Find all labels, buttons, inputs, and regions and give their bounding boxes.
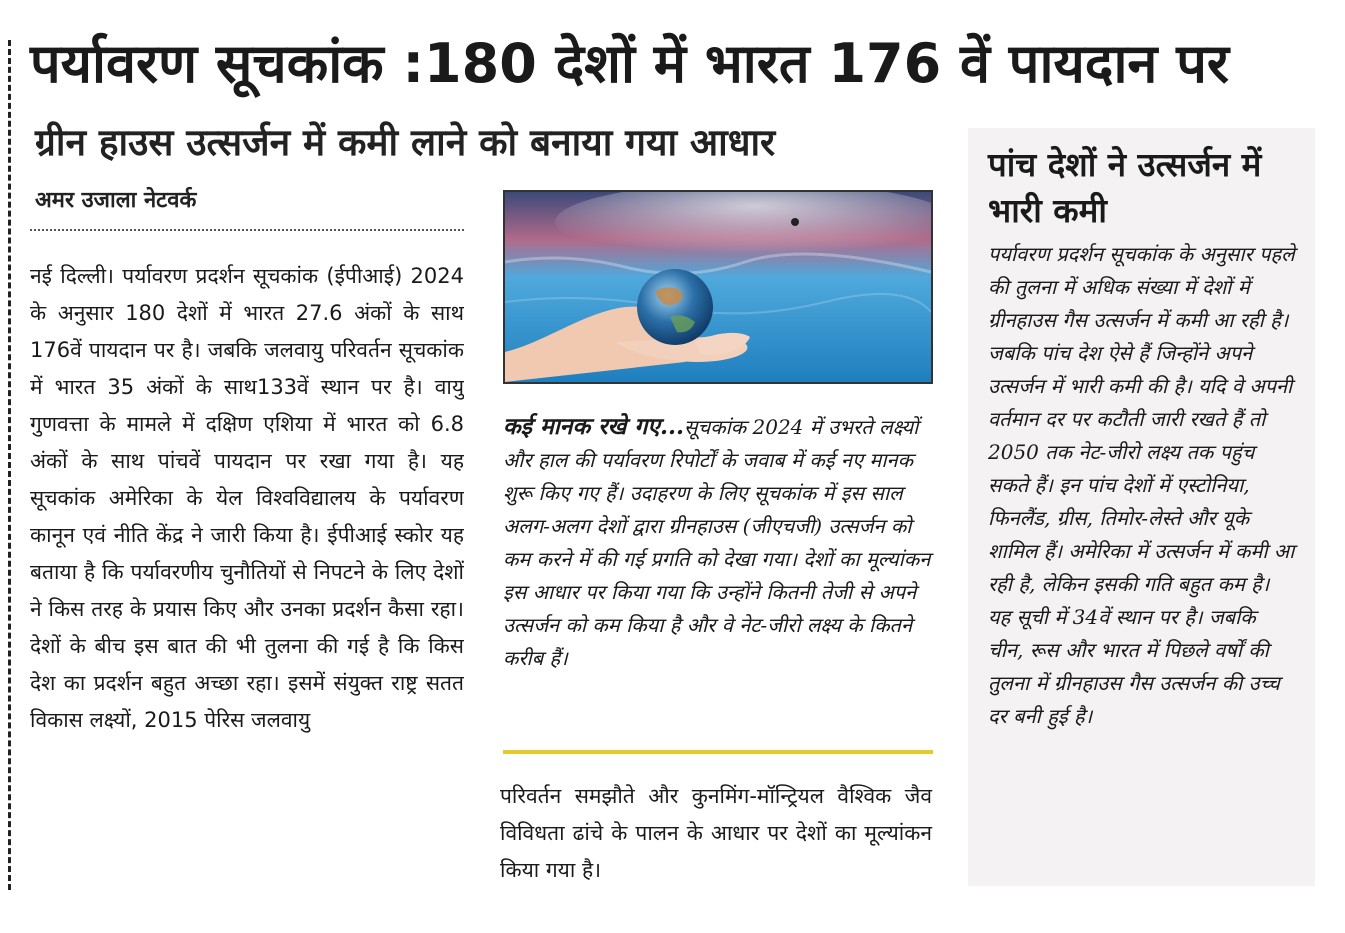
column-dashed-rule — [8, 40, 11, 890]
globe-hands-photo — [503, 190, 933, 384]
byline: अमर उजाला नेटवर्क — [35, 188, 197, 213]
sidebar-body: पर्यावरण प्रदर्शन सूचकांक के अनुसार पहले की तुलना में अधिक संख्या में देशों में ग्रीनहाउस गैस उत्सर्जन में कमी आ रही है। जबकि पांच देश ऐसे हैं जिन्होंने अपने उत्सर्जन में भारी कमी की है। यदि वे अपनी वर्तमान दर पर कटौती जारी रखते हैं तो 2050 तक नेट-जीरो लक्ष्य तक पहुंच सकते हैं। इन पांच देशों में एस्टोनिया, फिनलैंड, ग्रीस, तिमोर-लेस्ते और यूके शामिल हैं। अमेरिका में उत्सर्जन में कमी आ रही है, लेकिन इसकी गति बहुत कम है। यह सूची में 34वें स्थान पर है। जबकि चीन, रूस और भारत में पिछले वर्षों की तुलना में ग्रीनहाउस गैस उत्सर्जन की उच्च दर बनी हुई है। — [988, 242, 1295, 728]
article-body-left: नई दिल्ली। पर्यावरण प्रदर्शन सूचकांक (ईपीआई) 2024 के अनुसार 180 देशों में भारत 27.6 अंकों के साथ 176वें पायदान पर है। जबकि जलवायु परिवर्तन सूचकांक में भारत 35 अंकों के साथ133वें स्थान पर है। वायु गुणवत्ता के मामले में दक्षिण एशिया में भारत को 6.8 अंकों के साथ पांचवें पायदान पर रखा गया है। यह सूचकांक अमेरिका के येल विश्वविद्यालय के पर्यावरण कानून एवं नीति केंद्र ने जारी किया है। ईपीआई स्कोर यह बताया है कि पर्यावरणीय चुनौतियों से निपटने के लिए देशों ने किस तरह के प्रयास किए और उनका प्रदर्शन कैसा रहा। देशों के बीच इस बात की भी तुलना की गई है कि किस देश का प्रदर्शन बहुत अच्छा रहा। इसमें संयुक्त राष्ट्र सतत विकास लक्ष्यों, 2015 पेरिस जलवायु — [30, 264, 464, 732]
caption-text: सूचकांक 2024 में उभरते लक्ष्यों और हाल की पर्यावरण रिपोर्टों के जवाब में कई नए मानक शुरू किए गए हैं। उदाहरण के लिए सूचकांक में इस साल अलग-अलग देशों द्वारा ग्रीनहाउस (जीएचजी) उत्सर्जन को कम करने में की गई प्रगति को देखा गया। देशों का मूल्यांकन इस आधार पर किया गया कि उन्होंने कितनी तेजी से अपने उत्सर्जन को कम किया है और वे नेट-जीरो लक्ष्य के कितने करीब हैं। — [503, 415, 931, 670]
article-body-mid: परिवर्तन समझौते और कुनमिंग-मॉन्ट्रियल वैश्विक जैव विविधता ढांचे के पालन के आधार पर देशों का मूल्यांकन किया गया है। — [500, 784, 932, 882]
sidebar-title: पांच देशों ने उत्सर्जन में भारी कमी — [988, 145, 1262, 230]
photo-caption — [503, 410, 933, 675]
byline-divider — [30, 229, 464, 231]
caption-lead: कई मानक रखे गए... — [503, 413, 685, 440]
caption-divider — [503, 750, 933, 754]
headline: पर्यावरण सूचकांक :180 देशों में भारत 176 वें पायदान पर — [30, 32, 1229, 95]
globe-in-hands-image — [505, 192, 931, 382]
sidebar-box — [968, 128, 1315, 886]
subheadline: ग्रीन हाउस उत्सर्जन में कमी लाने को बनाया गया आधार — [35, 121, 776, 164]
